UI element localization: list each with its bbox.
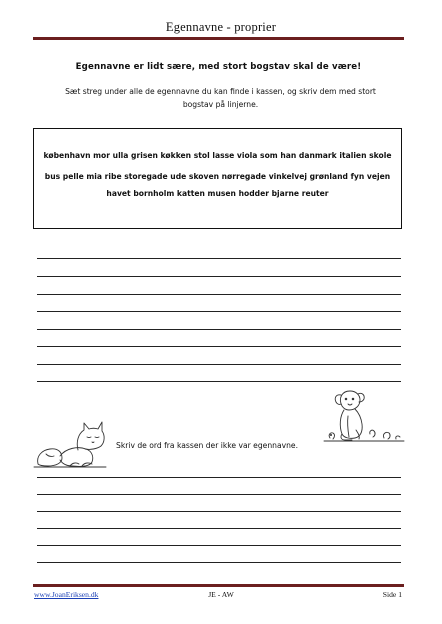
footer-rule [33, 584, 404, 587]
worksheet-instruction [48, 86, 393, 111]
writing-line [37, 528, 401, 529]
worksheet-heading: Egennavne er lidt sære, med stort bogstav skal de være! [75, 62, 362, 72]
writing-line [37, 294, 401, 295]
word-box-line-3: havet bornholm katten musen hodder bjarne reuter [106, 189, 329, 198]
writing-line [37, 311, 401, 312]
footer-author: JE - AW [208, 590, 234, 599]
footer-website-link[interactable]: www.JoanEriksen.dk [34, 590, 99, 599]
writing-line [37, 511, 401, 512]
writing-line [37, 494, 401, 495]
cat-icon [32, 416, 108, 470]
writing-line [37, 381, 401, 382]
writing-line [37, 364, 401, 365]
page-header-title: Egennavne - proprier [165, 20, 277, 34]
word-box-line-1: københavn mor ulla grisen køkken stol lasse viola som han danmark italien skole [43, 151, 392, 160]
header-rule [33, 37, 404, 40]
writing-line [37, 276, 401, 277]
writing-line [37, 477, 401, 478]
writing-line [37, 329, 401, 330]
footer-page-number: Side 1 [382, 590, 402, 599]
instruction-line-1: Sæt streg under alle de egennavne du kan finde i kassen, og skriv dem med stort [65, 87, 376, 96]
writing-line [37, 562, 401, 563]
instruction-line-2: bogstav på linjerne. [182, 99, 259, 109]
writing-line [37, 545, 401, 546]
word-box [33, 128, 402, 229]
dog-icon [322, 386, 406, 446]
word-box-line-2: bus pelle mia ribe storegade ude skoven nørregade vinkelvej grønland fyn vejen [44, 172, 391, 181]
writing-line [37, 346, 401, 347]
writing-line [37, 258, 401, 259]
bottom-instruction: Skriv de ord fra kassen der ikke var egennavne. [116, 441, 298, 450]
